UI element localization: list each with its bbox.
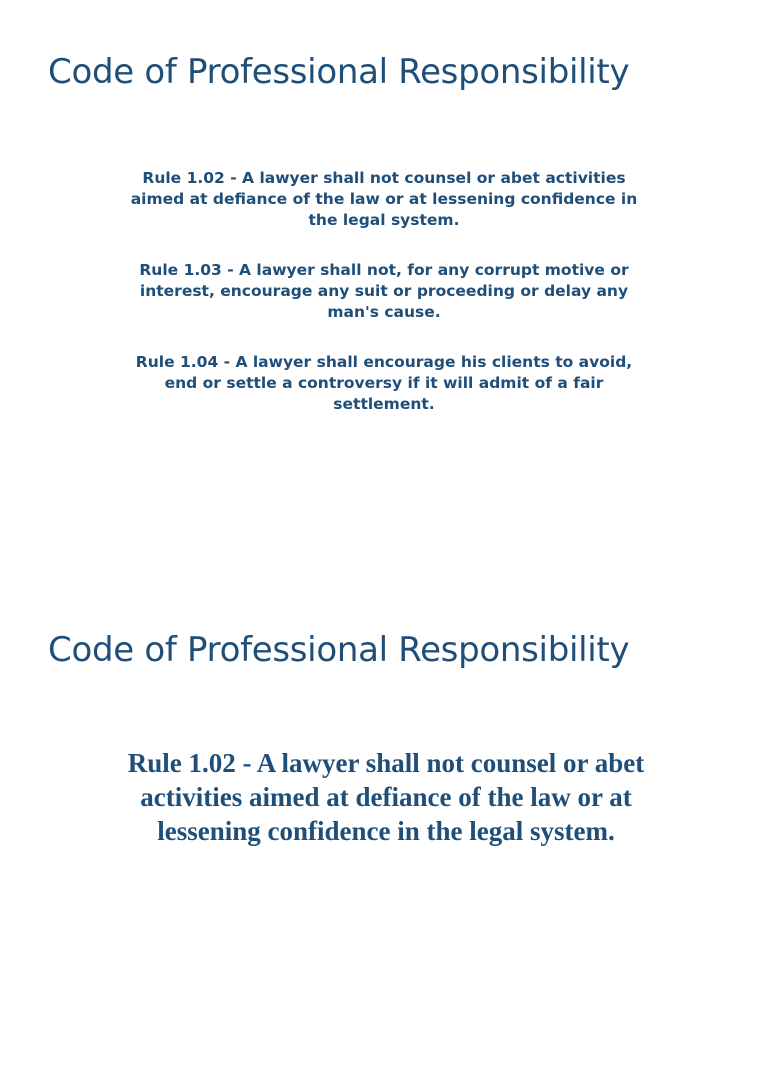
rule-1-04: Rule 1.04 - A lawyer shall encourage his clients to avoid, end or settle a controversy if it will admit of a fair settlement. [135, 353, 633, 413]
rule-1-02-enlarged: Rule 1.02 - A lawyer shall not counsel or abet activities aimed at defiance of the law or at lessening confidence in the legal system. [127, 748, 645, 846]
rule-1-02: Rule 1.02 - A lawyer shall not counsel or abet activities aimed at defiance of the law or at lessening confidence in the legal system. [130, 169, 638, 229]
slide-2 [0, 560, 768, 1072]
rule-1-03: Rule 1.03 - A lawyer shall not, for any corrupt motive or interest, encourage any suit or proceeding or delay any man's cause. [139, 261, 629, 321]
slide-title: Code of Professional Responsibility [48, 52, 630, 92]
slide-title: Code of Professional Responsibility [48, 630, 630, 670]
slide-1 [0, 0, 768, 512]
rules-list [120, 168, 648, 444]
